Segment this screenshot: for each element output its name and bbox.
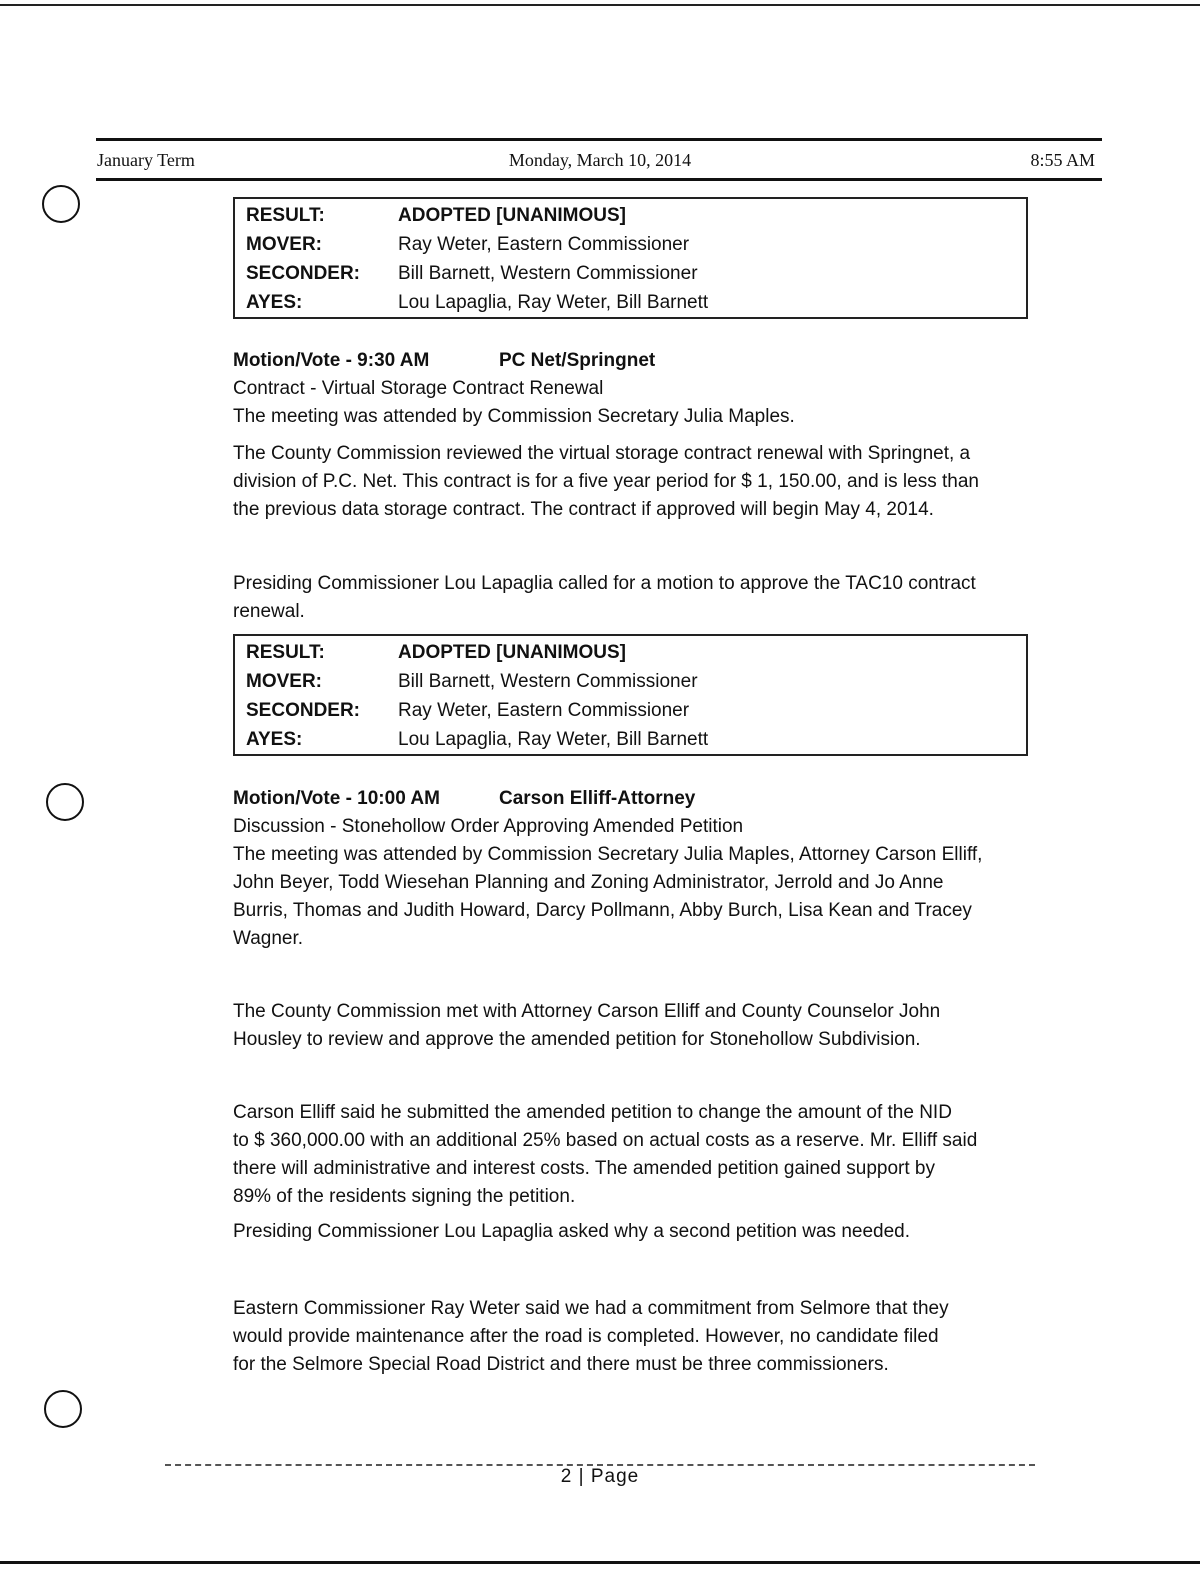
- text-line: Eastern Commissioner Ray Weter said we had a commitment from Selmore that they: [233, 1298, 949, 1319]
- text-line: The County Commission reviewed the virtual storage contract renewal with Springnet, a: [233, 443, 971, 464]
- vote-label: RESULT:: [246, 641, 325, 663]
- motion-2-paragraph-2: [233, 1099, 1053, 1211]
- text-line: Presiding Commissioner Lou Lapaglia asked why a second petition was needed.: [233, 1221, 911, 1242]
- vote-row-mover: [235, 667, 1026, 696]
- text-line: to $ 360,000.00 with an additional 25% based on actual costs as a reserve. Mr. Elliff said: [233, 1130, 978, 1151]
- vote-value: Lou Lapaglia, Ray Weter, Bill Barnett: [398, 291, 709, 313]
- text-line: there will administrative and interest costs. The amended petition gained support by: [233, 1158, 935, 1179]
- text-line: The meeting was attended by Commission Secretary Julia Maples, Attorney Carson Elliff,: [233, 844, 983, 865]
- vote-result-box-2: [233, 634, 1028, 756]
- vote-row-seconder: [235, 696, 1026, 725]
- motion-time: Motion/Vote - 10:00 AM: [233, 788, 440, 809]
- vote-label: RESULT:: [246, 204, 325, 226]
- motion-heading-2: [233, 788, 695, 810]
- motion-2-paragraph-4: [233, 1295, 1053, 1379]
- text-line: would provide maintenance after the road is completed. However, no candidate filed: [233, 1326, 939, 1347]
- header-time: 8:55 AM: [1030, 150, 1095, 170]
- vote-row-mover: [235, 230, 1026, 259]
- vote-row-ayes: [235, 725, 1026, 754]
- motion-topic: Discussion - Stonehollow Order Approving Amended Petition: [233, 816, 744, 837]
- page-bottom-edge: [0, 1561, 1200, 1564]
- text-line: renewal.: [233, 601, 305, 622]
- motion-1-paragraph-2: [233, 570, 1053, 626]
- motion-subject: Carson Elliff-Attorney: [499, 788, 696, 809]
- header-date: Monday, March 10, 2014: [508, 150, 692, 170]
- vote-row-result: [235, 638, 1026, 667]
- vote-row-result: [235, 201, 1026, 230]
- vote-label: SECONDER:: [246, 262, 361, 284]
- vote-result-box-1: [233, 197, 1028, 319]
- motion-2-intro: [233, 813, 1053, 953]
- page-top-edge: [0, 4, 1200, 6]
- text-line: the previous data storage contract. The contract if approved will begin May 4, 2014.: [233, 499, 934, 520]
- vote-value: Bill Barnett, Western Commissioner: [398, 262, 698, 284]
- motion-1-paragraph-1: [233, 440, 1053, 524]
- motion-time: Motion/Vote - 9:30 AM: [233, 350, 430, 371]
- text-line: Carson Elliff said he submitted the amended petition to change the amount of the NID: [233, 1102, 952, 1123]
- vote-row-ayes: [235, 288, 1026, 317]
- vote-value: ADOPTED [UNANIMOUS]: [398, 204, 626, 226]
- text-line: Wagner.: [233, 928, 304, 949]
- motion-1-intro: [233, 375, 1053, 431]
- text-line: John Beyer, Todd Wiesehan Planning and Zoning Administrator, Jerrold and Jo Anne: [233, 872, 944, 893]
- motion-heading-1: [233, 350, 655, 372]
- text-line: Burris, Thomas and Judith Howard, Darcy Pollmann, Abby Burch, Lisa Kean and Tracey: [233, 900, 972, 921]
- text-line: The County Commission met with Attorney Carson Elliff and County Counselor John: [233, 1001, 941, 1022]
- vote-value: ADOPTED [UNANIMOUS]: [398, 641, 626, 663]
- vote-label: MOVER:: [246, 233, 322, 255]
- header-term: January Term: [97, 150, 195, 170]
- text-line: division of P.C. Net. This contract is for a five year period for $ 1, 150.00, and is less than: [233, 471, 979, 492]
- punch-hole-bottom: [44, 1390, 82, 1428]
- punch-hole-top: [42, 185, 80, 223]
- header-rule-bottom: [96, 178, 1102, 181]
- vote-value: Bill Barnett, Western Commissioner: [398, 670, 698, 692]
- motion-subject: PC Net/Springnet: [499, 350, 656, 371]
- punch-hole-middle: [46, 783, 84, 821]
- vote-value: Lou Lapaglia, Ray Weter, Bill Barnett: [398, 728, 709, 750]
- vote-label: SECONDER:: [246, 699, 361, 721]
- vote-label: AYES:: [246, 728, 303, 750]
- motion-2-paragraph-3: [233, 1218, 1053, 1246]
- vote-label: AYES:: [246, 291, 303, 313]
- motion-attendance: The meeting was attended by Commission Secretary Julia Maples.: [233, 406, 795, 427]
- vote-label: MOVER:: [246, 670, 322, 692]
- motion-2-paragraph-1: [233, 998, 1053, 1054]
- text-line: Housley to review and approve the amended petition for Stonehollow Subdivision.: [233, 1029, 921, 1050]
- vote-row-seconder: [235, 259, 1026, 288]
- vote-value: Ray Weter, Eastern Commissioner: [398, 699, 690, 721]
- header-rule-top: [96, 138, 1102, 141]
- text-line: for the Selmore Special Road District and there must be three commissioners.: [233, 1354, 889, 1375]
- vote-value: Ray Weter, Eastern Commissioner: [398, 233, 690, 255]
- motion-topic: Contract - Virtual Storage Contract Renewal: [233, 378, 604, 399]
- text-line: Presiding Commissioner Lou Lapaglia called for a motion to approve the TAC10 contract: [233, 573, 976, 594]
- text-line: 89% of the residents signing the petition.: [233, 1186, 576, 1207]
- page-number: 2 | Page: [560, 1466, 640, 1487]
